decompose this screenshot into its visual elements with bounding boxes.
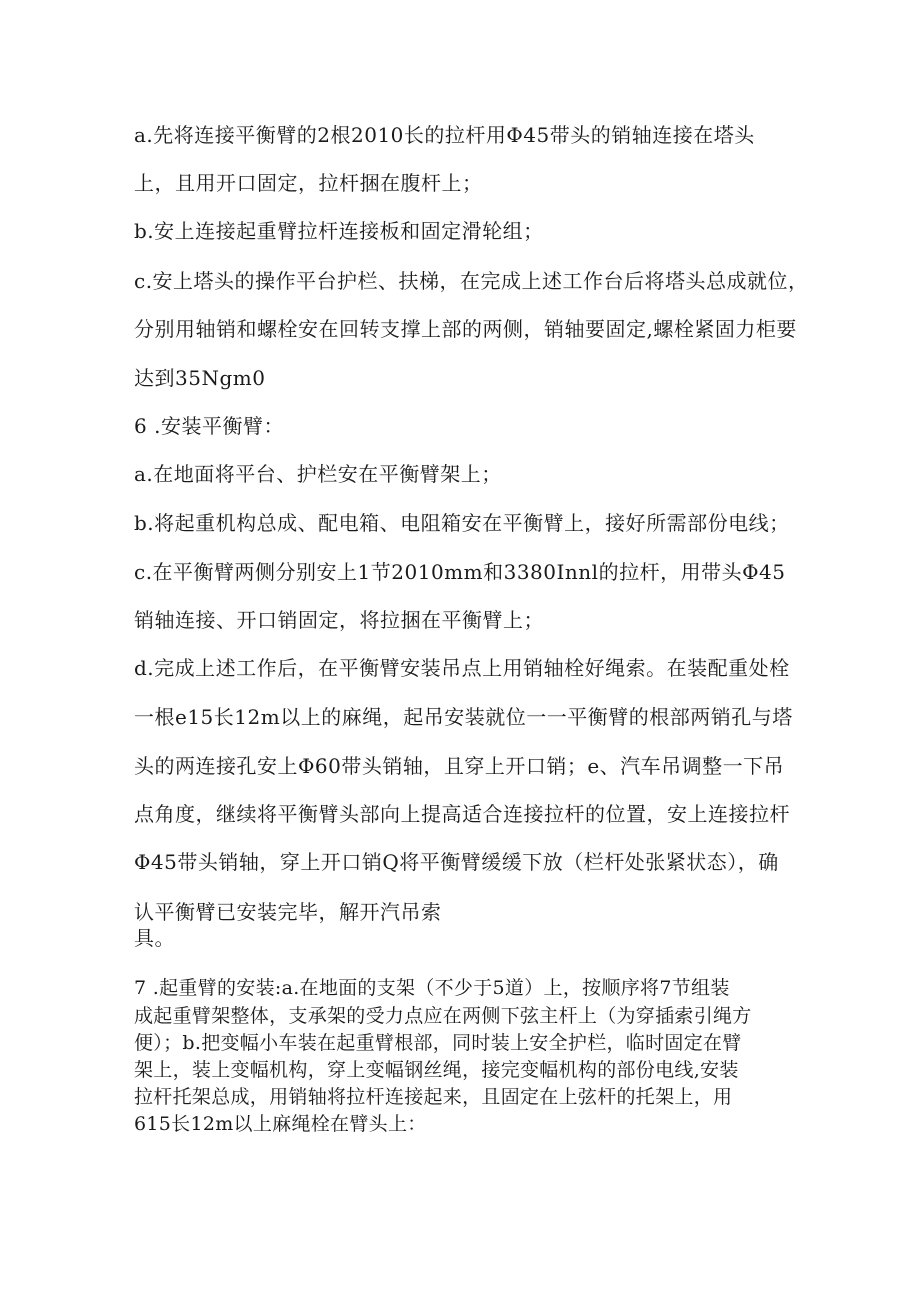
text-line: 架上，装上变幅机构，穿上变幅钢丝绳，接完变幅机构的部份电线,安装	[134, 1059, 739, 1081]
text-line: 上，且用开口固定，拉杆捆在腹杆上；	[134, 171, 483, 195]
text-line: 615长12m以上麻绳栓在臂头上：	[134, 1113, 427, 1135]
text-line: Φ45带头销轴，穿上开口销Q将平衡臂缓缓下放（栏杆处张紧状态），确	[134, 850, 779, 874]
text-line: 达到35Ngm0	[134, 366, 266, 390]
text-line: a.先将连接平衡臂的2根2010长的拉杆用Φ45带头的销轴连接在塔头	[134, 123, 755, 147]
text-line: a.在地面将平台、护栏安在平衡臂架上；	[134, 462, 502, 486]
text-line: 认平衡臂已安装完毕，解开汽吊索	[134, 900, 442, 924]
text-line: 拉杆托架总成，用销轴将拉杆连接起来，且固定在上弦杆的托架上，用	[134, 1086, 733, 1108]
text-line: b.将起重机构总成、配电箱、电阻箱安在平衡臂上，接好所需部份电线；	[134, 511, 790, 535]
text-line: 成起重臂架整体，支承架的受力点应在两侧下弦主杆上（为穿插索引绳方	[134, 1005, 752, 1027]
text-line: b.安上连接起重臂拉杆连接板和固定滑轮组；	[134, 219, 544, 243]
text-line: 一根e15长12m以上的麻绳，起吊安装就位一一平衡臂的根部两销孔与塔	[134, 705, 793, 729]
text-line: 具。	[134, 926, 175, 950]
text-line: 便）；b.把变幅小车装在起重臂根部，同时装上安全护栏，临时固定在臂	[134, 1032, 742, 1054]
text-line: 销轴连接、开口销固定，将拉捆在平衡臂上；	[134, 608, 544, 632]
section-heading: 6 .安装平衡臂：	[134, 414, 284, 438]
text-line: c.在平衡臂两侧分别安上1节2010mm和3380Innl的拉杆，用带头Φ45	[134, 560, 786, 584]
text-line: 点角度，继续将平衡臂头部向上提高适合连接拉杆的位置，安上连接拉杆	[134, 802, 790, 826]
section-heading: 7 .起重臂的安装:a.在地面的支架（不少于5道）上，按顺序将7节组装	[134, 977, 730, 999]
text-line: 分别用轴销和螺栓安在回转支撑上部的两侧，销轴要固定,螺栓紧固力柜要	[134, 317, 797, 341]
text-line: d.完成上述工作后，在平衡臂安装吊点上用销轴栓好绳索。在装配重处栓	[134, 656, 790, 680]
text-line: c.安上塔头的操作平台护栏、扶梯，在完成上述工作台后将塔头总成就位，	[134, 269, 809, 293]
text-line: 头的两连接孔安上Φ60带头销轴，且穿上开口销；e、汽车吊调整一下吊	[134, 754, 785, 778]
